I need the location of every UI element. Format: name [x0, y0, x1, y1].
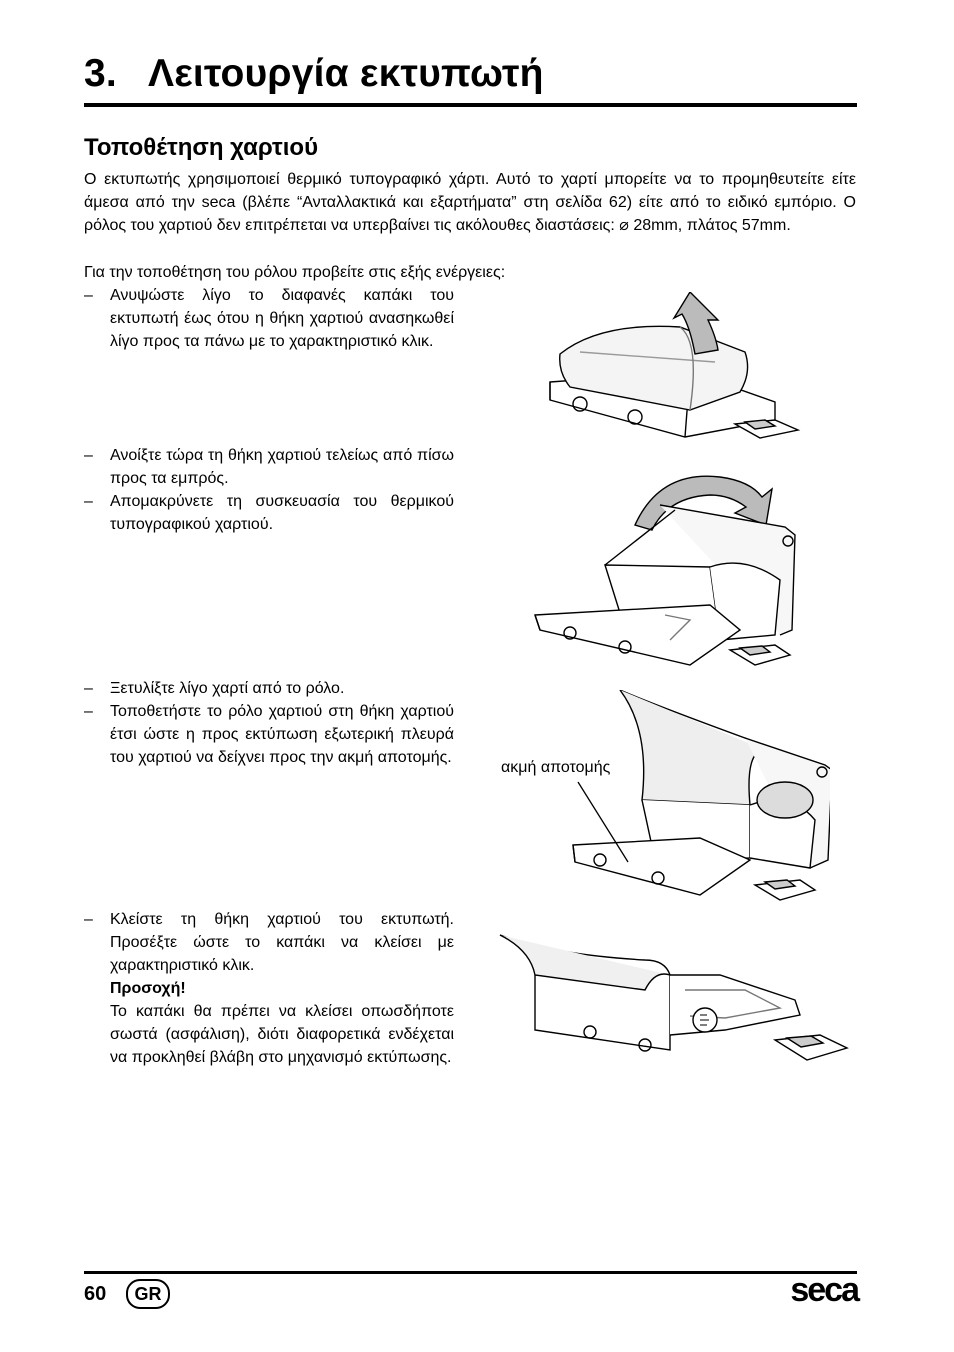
page-number: 60: [84, 1283, 107, 1305]
language-badge: GR: [126, 1279, 170, 1309]
dash-marker: –: [84, 703, 93, 720]
intro-paragraph: [84, 168, 856, 237]
section-title: Τοποθέτηση χαρτιού: [84, 134, 319, 161]
warning-title: Προσοχή!: [110, 980, 186, 997]
list-item-text: Ανοίξτε τώρα τη θήκη χαρτιού τελείως από πίσω προς τα εμπρός.: [110, 447, 454, 487]
intro-text: Ο εκτυπωτής χρησιμοποιεί θερμικό τυπογραφικό χάρτι. Αυτό το χαρτί μπορείτε να το προμηθευτείτε είτε άμεσα από την seca (βλέπε “Ανταλλακτικά και εξαρτήματα” στη σελίδα 62) είτε από το ειδικό εμπόριο. Ο ρόλος του χαρτιού δεν επιτρέπεται να υπερβαίνει τις ακόλουθες διαστάσεις: ⌀ 28mm, πλάτος 57mm.: [84, 171, 856, 234]
step-4: [84, 908, 454, 1069]
chapter-number: 3.: [84, 52, 117, 95]
list-item: [84, 677, 454, 700]
list-item: [84, 284, 454, 353]
step-3: [84, 677, 454, 769]
chapter-title: Λειτουργία εκτυπωτή: [148, 52, 544, 95]
footer-rule: [84, 1271, 857, 1274]
dash-marker: –: [84, 680, 93, 697]
dash-marker: –: [84, 493, 93, 510]
cutting-edge-leader-line: [570, 780, 640, 870]
printer-closed-illustration: [495, 920, 855, 1070]
header-rule: [84, 103, 857, 107]
figure-lift-lid: [540, 292, 810, 442]
list-item-text: Κλείστε τη θήκη χαρτιού του εκτυπωτή. Προσέξτε ώστε το καπάκι να κλείσει με χαρακτηριστικό κλικ.: [110, 911, 454, 974]
list-item: [84, 700, 454, 769]
list-item: [84, 490, 454, 536]
printer-lid-lift-illustration: [540, 292, 810, 442]
printer-open-illustration: [530, 455, 820, 675]
warning-text: Το καπάκι θα πρέπει να κλείσει οπωσδήποτε σωστά (ασφάλιση), διότι διαφορετικά ενδέχεται να προκληθεί βλάβη στο μηχανισμό εκτύπωσης.: [110, 1003, 454, 1066]
dash-marker: –: [84, 447, 93, 464]
step-1: [84, 284, 454, 353]
list-item-text: Ξετυλίξτε λίγο χαρτί από το ρόλο.: [110, 680, 345, 697]
list-item: [84, 444, 454, 490]
dash-marker: –: [84, 287, 93, 304]
dash-marker: –: [84, 911, 93, 928]
list-item: [84, 908, 454, 977]
cutting-edge-label: ακμή αποτομής: [501, 759, 611, 776]
figure-close-compartment: [495, 920, 855, 1070]
chapter-heading: [84, 52, 544, 96]
list-item-text: Ανυψώστε λίγο το διαφανές καπάκι του εκτυπωτή έως ότου η θήκη χαρτιού ανασηκωθεί λίγο προς τα πάνω με το χαρακτηριστικό κλικ.: [110, 287, 454, 350]
figure-open-compartment: [530, 455, 820, 675]
step-2: [84, 444, 454, 536]
list-item-text: Απομακρύνετε τη συσκευασία του θερμικού τυπογραφικού χαρτιού.: [110, 493, 454, 533]
brand-logo: seca: [790, 1271, 858, 1309]
list-item-text: Τοποθετήστε το ρόλο χαρτιού στη θήκη χαρτιού έτσι ώστε η προς εκτύπωση εξωτερική πλευρά του χαρτιού να δείχνει προς την ακμή αποτομής.: [110, 703, 454, 766]
instructions-lead: Για την τοποθέτηση του ρόλου προβείτε στις εξής ενέργειες:: [84, 264, 506, 281]
